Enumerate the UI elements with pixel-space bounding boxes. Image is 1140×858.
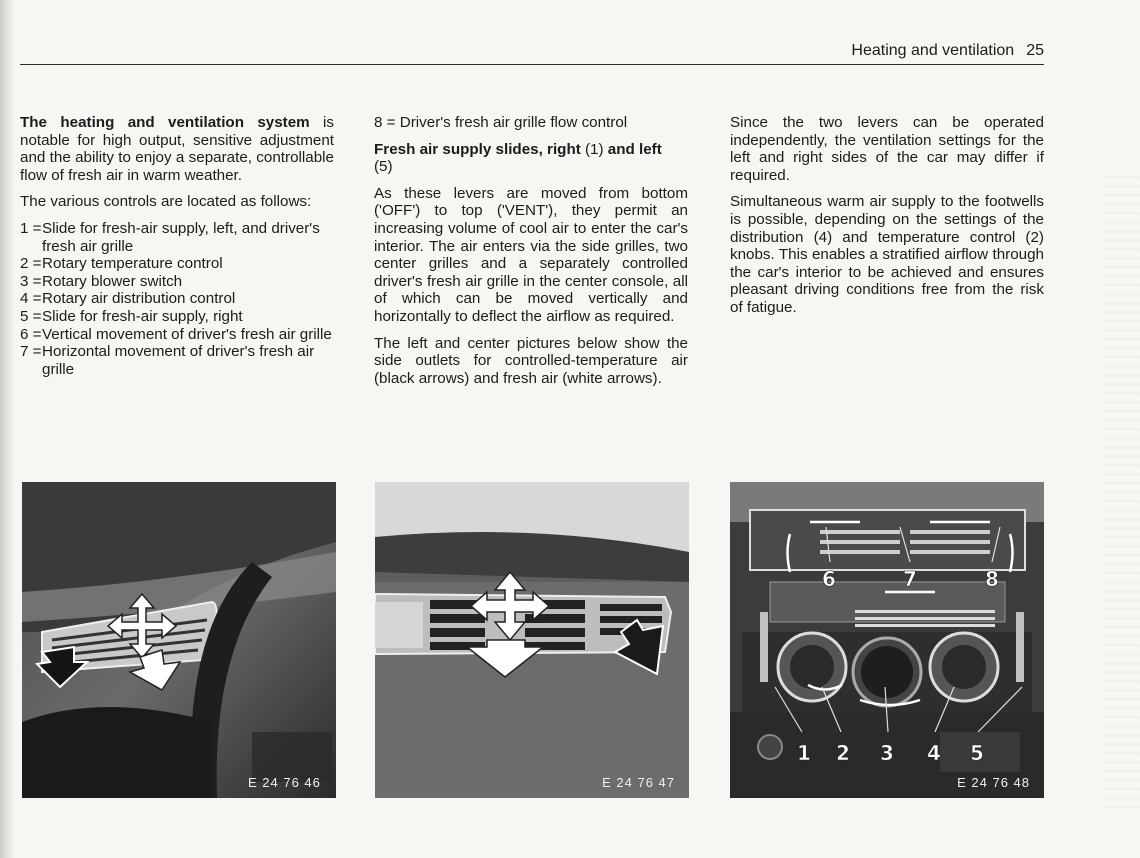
controls-intro: The various controls are located as follows:	[20, 193, 312, 211]
body-paragraph: As these levers are moved from bottom ('OFF') to top ('VENT'), they permit an increasing volume of cool air to enter the car's interior. The air enters via the side grilles, two center grilles and a separately controlled driver's fresh air grille in the center console, all of which can be moved vertically and horizontally to deflect the airflow as required.	[374, 184, 688, 325]
figure-code: E 24 76 48	[957, 775, 1030, 790]
page-header	[20, 42, 1044, 60]
photo-center-console	[730, 482, 1044, 798]
photo-center-grilles	[375, 482, 689, 798]
callout-8: 8	[985, 567, 999, 591]
page-binding-edge	[0, 0, 14, 858]
legend-item: 4 = Rotary air distribution control	[20, 290, 236, 308]
callout-4: 4	[927, 741, 941, 765]
figure-code: E 24 76 47	[602, 775, 675, 790]
photo-console-illustration	[730, 482, 1044, 798]
legend-item: 2 = Rotary temperature control	[20, 255, 223, 273]
header-title: Heating and ventilation	[851, 42, 1015, 59]
legend-item: 6 = Vertical movement of driver's fresh air grille	[20, 325, 332, 343]
legend-item-8: 8 = Driver's fresh air grille flow control	[374, 114, 628, 131]
callout-5: 5	[970, 741, 984, 765]
figure-code: E 24 76 46	[248, 775, 321, 790]
photo-center-illustration	[375, 482, 689, 798]
callout-6: 6	[822, 567, 836, 591]
body-paragraph: Since the two levers can be operated independently, the ventilation settings for the left and right sides of the car may differ if required.	[730, 114, 1044, 184]
body-paragraph: The left and center pictures below show the side outlets for controlled-temperature air (black arrows) and fresh air (white arrows).	[374, 334, 688, 387]
intro-rest: is notable for high output, sensitive adjustment and the ability to enjoy a separate, controllable flow of fresh air in warm weather.	[20, 114, 334, 184]
callout-1: 1	[797, 741, 811, 765]
legend-item: 5 = Slide for fresh-air supply, right	[20, 307, 243, 325]
body-paragraph: Simultaneous warm air supply to the footwells is possible, depending on the settings of the distribution (4) and temperature control (2) knobs. This enables a stratified airflow through the car's interior to be achieved and ensures pleasant driving conditions free from the risk of fatigue.	[730, 193, 1044, 316]
callout-2: 2	[836, 741, 850, 765]
legend-item: 1 = Slide for fresh-air supply, left, and driver's fresh air grille	[20, 219, 320, 255]
controls-legend	[20, 220, 334, 378]
legend-item: 3 = Rotary blower switch	[20, 272, 183, 290]
photo-left-side-outlet	[22, 482, 336, 798]
photo-left-illustration	[22, 482, 336, 798]
intro-bold: The heating and ventilation system	[20, 114, 310, 131]
page-number: 25	[1026, 42, 1044, 59]
page-fold-shadow	[1104, 170, 1140, 810]
column-1	[20, 114, 334, 378]
intro-paragraph	[20, 114, 334, 184]
column-2	[374, 114, 688, 396]
legend-item: 7 = Horizontal movement of driver's fresh air grille	[20, 343, 315, 378]
header-rule	[20, 64, 1044, 65]
subheading: Fresh air supply slides, right (1) and left (5)	[374, 140, 662, 176]
callout-3: 3	[880, 741, 894, 765]
column-3	[730, 114, 1044, 326]
callout-7: 7	[903, 567, 917, 591]
